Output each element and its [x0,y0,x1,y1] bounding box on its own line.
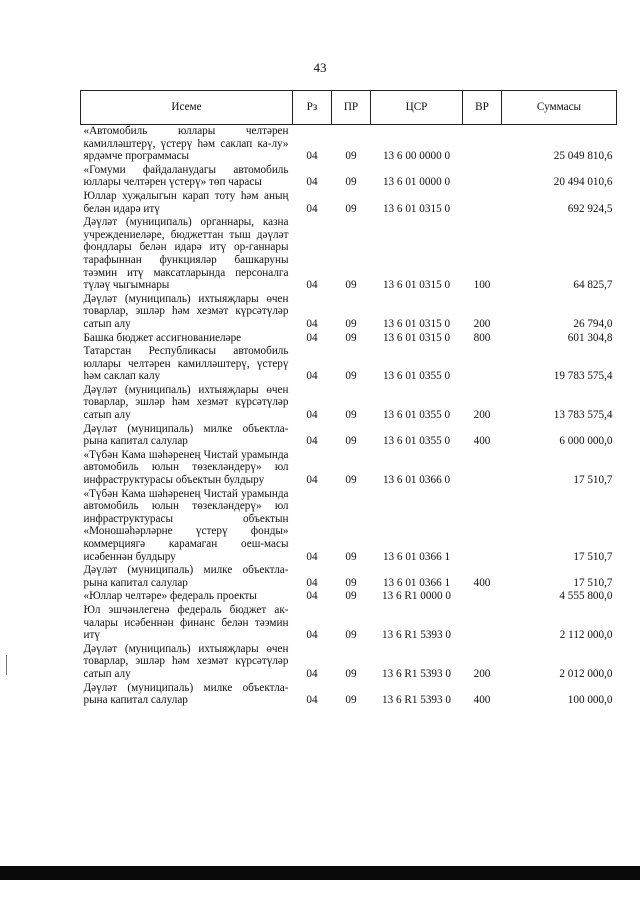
cell-name: Дәүләт (муниципаль) милке объектла-рына капитал салулар [83,681,289,707]
cell-pr: 09 [345,629,357,642]
cell-name: «Түбән Кама шәһәренең Чистай урамында автомобиль юлын төзекләндерү» юл инфраструктурасы объектын булдыру [83,448,289,487]
table-row [81,332,617,346]
cell-name: Дәүләт (муниципаль) ихтыяҗлары өчен товарлар, эшләр һәм хезмәт күрсәтүләр сатып алу [83,383,289,422]
cell-csr: 13 6 01 0355 0 [382,409,451,422]
cell-csr: 13 6 R1 0000 0 [382,590,451,603]
cell-name: Дәүләт (муниципаль) органнары, казна учреждениеләре, бюджеттан тыш дәүләт фондлары белән идарә итү ор-ганнары тарафыннан функцияләр башкаруны тәэмин итү максатларында персоналга түләү чыгымнары [83,216,289,292]
cell-vr: 400 [473,435,491,448]
cell-vr [463,345,502,384]
cell-csr: 13 6 01 0355 0 [382,370,451,383]
table-row [81,216,617,293]
cell-name: Дәүләт (муниципаль) ихтыяҗлары өчен товарлар, эшләр һәм хезмәт күрсәтүләр сатып алу [83,292,289,330]
cell-csr: 13 6 01 0315 0 [382,279,451,292]
cell-csr: 13 6 00 0000 0 [382,150,451,163]
table-header-row [81,91,617,125]
cell-rz: 04 [306,370,318,383]
table-row [81,423,617,449]
cell-rz: 04 [306,150,318,163]
header-pr: ПР [332,91,371,125]
cell-csr: 13 6 01 0315 0 [382,317,451,330]
cell-rz: 04 [306,590,318,603]
cell-name: Дәүләт (муниципаль) ихтыяҗлары өчен товарлар, эшләр һәм хезмәт күрсәтүләр сатып алу [83,642,289,680]
cell-vr: 400 [473,576,491,589]
cell-vr: 200 [473,667,491,680]
cell-sum: 601 304,8 [567,331,613,344]
cell-pr: 09 [345,474,357,487]
cell-rz: 04 [306,667,318,680]
cell-pr: 09 [345,576,357,589]
table-row [81,604,617,643]
cell-csr: 13 6 R1 5393 0 [382,629,451,642]
cell-name: «Гомуми файдаланудагы автомобиль юллары челтәрен үстерү» төп чарасы [83,163,289,189]
scan-margin-mark [6,655,7,675]
page-number: 43 [313,60,327,75]
cell-sum: 100 000,0 [567,694,613,707]
header-sum: Суммасы [502,91,617,125]
header-vr: ВР [463,91,502,125]
header-csr: ЦСР [371,91,463,125]
cell-rz: 04 [306,474,318,487]
cell-vr [463,125,502,164]
cell-rz: 04 [306,576,318,589]
cell-name: Дәүләт (муниципаль) милке объектла-рына капитал салулар [83,422,289,448]
cell-csr: 13 6 01 0355 0 [382,435,451,448]
cell-name: Татарстан Республикасы автомобиль юллары челтәрен камилләштерү, үстерү һәм саклап калу [83,345,289,383]
cell-pr: 09 [345,331,357,344]
cell-sum: 13 783 575,4 [553,409,613,422]
cell-pr: 09 [345,202,357,215]
cell-rz: 04 [306,629,318,642]
cell-vr [463,488,502,565]
cell-csr: 13 6 01 0366 1 [382,550,451,563]
cell-pr: 09 [345,435,357,448]
cell-sum: 4 555 800,0 [559,590,613,603]
cell-vr: 200 [473,317,491,330]
cell-vr: 800 [473,331,491,344]
table-row [81,643,617,682]
table-row [81,488,617,565]
cell-rz: 04 [306,550,318,563]
table-row [81,345,617,384]
cell-sum: 17 510,7 [573,576,613,589]
table-row [81,164,617,190]
budget-table [80,90,617,708]
table-row [81,190,617,216]
cell-csr: 13 6 01 0315 0 [382,331,451,344]
cell-name: «Түбән Кама шәһәренең Чистай урамында автомобиль юлын төзекләндерү» юл инфраструктурасы объектын «Моношәһәрләрне үстерү фонды» коммерциягә карамаган оеш-масы исәбеннән булдыру [83,487,289,563]
cell-pr: 09 [345,279,357,292]
table-row [81,384,617,423]
cell-rz: 04 [306,331,318,344]
cell-vr [463,449,502,488]
cell-rz: 04 [306,409,318,422]
cell-vr [463,604,502,643]
table-row [81,125,617,164]
header-rz: Рз [293,91,332,125]
cell-rz: 04 [306,317,318,330]
cell-name: «Автомобиль юллары челтәрен камилләштерү, үстерү һәм саклап ка-лу» ярдәмче программасы [83,125,289,163]
cell-csr: 13 6 01 0366 1 [382,576,451,589]
table-row [81,682,617,708]
cell-pr: 09 [345,694,357,707]
cell-rz: 04 [306,279,318,292]
cell-sum: 17 510,7 [573,550,613,563]
cell-sum: 19 783 575,4 [553,370,613,383]
cell-csr: 13 6 01 0315 0 [382,202,451,215]
cell-vr [463,164,502,190]
cell-pr: 09 [345,409,357,422]
cell-csr: 13 6 R1 5393 0 [382,667,451,680]
cell-csr: 13 6 01 0000 0 [382,176,451,189]
cell-sum: 6 000 000,0 [559,435,613,448]
cell-rz: 04 [306,694,318,707]
table-row [81,449,617,488]
table-row [81,293,617,332]
cell-sum: 26 794,0 [573,317,613,330]
cell-name: Дәүләт (муниципаль) милке объектла-рына капитал салулар [83,564,289,589]
cell-rz: 04 [306,202,318,215]
cell-name: «Юллар челтәре» федераль проекты [83,590,257,603]
cell-csr: 13 6 01 0366 0 [382,474,451,487]
cell-sum: 17 510,7 [573,474,613,487]
cell-sum: 2 012 000,0 [559,667,613,680]
table-row [81,564,617,590]
cell-name: Юллар хуҗалыгын карап тоту һәм аның белән идарә итү [83,189,289,215]
cell-sum: 2 112 000,0 [559,629,613,642]
cell-pr: 09 [345,667,357,680]
cell-csr: 13 6 R1 5393 0 [382,694,451,707]
cell-name: Башка бюджет ассигнованиеләре [83,331,242,344]
cell-sum: 64 825,7 [573,279,613,292]
cell-pr: 09 [345,176,357,189]
cell-pr: 09 [345,370,357,383]
cell-pr: 09 [345,150,357,163]
cell-vr: 400 [473,694,491,707]
cell-pr: 09 [345,317,357,330]
cell-sum: 692 924,5 [567,202,613,215]
header-name: Исеме [81,91,293,125]
cell-vr [463,590,502,604]
cell-name: Юл эшчәнлегенә федераль бюджет ак-чалары исәбеннән финанс белән тәэмин итү [83,603,289,642]
cell-pr: 09 [345,590,357,603]
scan-bottom-edge [0,866,640,880]
cell-rz: 04 [306,435,318,448]
cell-rz: 04 [306,176,318,189]
cell-vr: 100 [473,279,491,292]
cell-vr: 200 [473,409,491,422]
cell-pr: 09 [345,550,357,563]
cell-sum: 25 049 810,6 [553,150,613,163]
table-row [81,590,617,604]
cell-sum: 20 494 010,6 [553,176,613,189]
cell-vr [463,190,502,216]
